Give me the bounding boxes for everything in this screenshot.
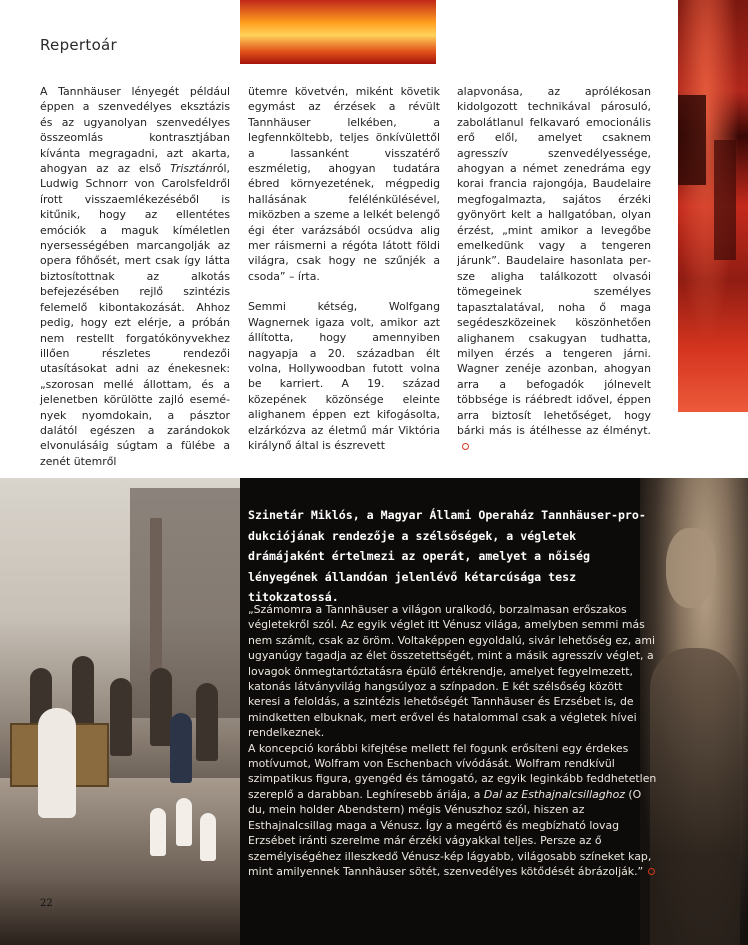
article-paragraph: Semmi kétség, Wolfgang Wagnernek igaza volt, amikor azt állította, hogy amennyiben nagyapja a 20. században élt volna, Hollywoodban futott volna be karriert. A 19. század közepének közönsége eleinte alighanem éppen ezt kifogásolta, elzárkózva az életmű már Viktória királynő által is észrevett	[248, 300, 440, 452]
performer-figure	[196, 683, 218, 761]
photo-shadow	[714, 140, 736, 260]
interview-quote	[248, 602, 658, 879]
performer-figure	[170, 713, 192, 783]
performer-figure	[110, 678, 132, 756]
photo-shadow	[678, 95, 706, 185]
performer-figure	[176, 798, 192, 846]
circle-end-mark-icon	[462, 443, 469, 450]
performer-figure	[150, 808, 166, 856]
quote-paragraph: A koncepció korábbi kifejtése mellett fel fogunk erősíteni egy érdekes motívumot, Wolfram von Eschenbach vívódását. Wolfram rendkívül szimpatikus figura, gyengéd és támogató, az egyik leginkább feddhetetlen szereplő a darabban. Leghíresebb áriája, a Dal az Esthajnalcsillaghoz (O du, mein holder Abendstern) mégis Vénuszhoz szól, hiszen az Esthajnalcsillag maga a Vénusz. Így a megértő és megbízható lovag Erzsébet iránti szerelme már érzéki vágyakkal teljes. Persze az ő személyiségéhez illeszkedő Vénusz-kép lágyabb, világosabb színeket kap, mint amilyennek Tannhäuser sötét, szenvedélyes kötődését ábrázolják.”	[248, 741, 657, 878]
circle-end-mark-icon	[648, 868, 655, 875]
page-number: 22	[40, 898, 53, 909]
performer-figure	[200, 813, 216, 861]
article-paragraph: alapvonása, az aprólékosan kidolgozott technikával párosuló, zabolátlanul felkavaró emocionális erő elől, amelyet csaknem agresszív szenvedélyessége, ahogyan a német zenedráma egy korai francia rajongója, Baudelaire megfogalmazta, sajátos érzéki gyönyört kelt a hallgatóban, olyan érzést, „mint amikor a levegőbe emelkedünk vagy a tengeren járunk”. Baudelaire hasonlata persze aligha találkozott olvasói tömegeinek személyes tapasztalatával, noha ő maga segédeszközeinek köszönhetően alighanem csakugyan tudhatta, milyen érzés a tengeren járni. Wagner zenéje azonban, ahogyan arra a befogadók jólnevelt többsége is ráébredt idővel, éppen arra biztosít lehetőséget, hogy bárki más is átélhesse az élményt.	[457, 84, 651, 454]
stage-floor	[0, 778, 240, 945]
feature-lede: Szinetár Miklós, a Magyar Állami Operaház Tannhäuser-produkciójának rendezője a szélsőségek, a végletek drámájaként értelmezi az operát, amelyet a nőiség lényegének állandóan jelenlévő kétarcúsága tesz titokzatossá.	[248, 508, 646, 604]
top-stage-photo	[240, 0, 436, 64]
article-paragraph: A Tannhäuser lényegét például éppen a szenvedélyes eksztázis és az ugyanolyan szenvedélyes összeomlás kontrasztjában kívánta megragadni, azt akarta, ahogyan az az első Trisztánról, Ludwig Schnorr von Carolsfeldről írott visszaemlékezéséből is kitűnik, hogy az ellentétes emóciók a maguk kíméletlen nyersességében marcangolják az opera főhősét, mert csak így látta biztosítottnak az alkotás befejezésében rejlő szintézis felemelő kibontakozását. Ahhoz pedig, hogy ezt elérje, a próbán nem restellt forgatókönyvekhez illően részletes rendezői utasításokat adni az énekesnek: „szorosan mellé állottam, és a jelenetben körülötte zajló események nyomdokain, a pásztor dalától egészen a zarándokok elvonulásáig súgtam a fülébe a zenét ütemről	[40, 85, 230, 468]
article-column-1	[40, 84, 230, 469]
quote-paragraph: „Számomra a Tannhäuser a világon uralkodó, borzalmasan erőszakos végletekről szól. Az egyik véglet itt Vénusz világa, amelyben semmi más nem számít, csak az öröm. Voltaképpen egyoldalú, sivár lehetőség ez, ami ugyanúgy tagadja az élet összetettségét, mint a másik agresszív véglet, a lovagok önmegtartóztatásra épülő értékrendje, amelyet fegyelmezett, katonás látványvilág hangsúlyoz a színpadon. E két szélsőség között keresi a feloldás, a szintézis lehetőségét Tannhäuser és Erzsébet is, de mindketten elbuknak, mert erővel és hatalommal csak a végletek hívei rendelkeznek.	[248, 603, 655, 740]
performer-figure	[38, 708, 76, 818]
opera-stage-photo	[0, 478, 240, 945]
right-stage-photo	[678, 0, 748, 412]
article-paragraph: ütemre követvén, miként követik egymást az érzések a révült Tannhäuser lelkében, a legfennköltebb, teljes önkívülettől a lassanként visszatérő eszméletig, ahogyan tudatára ébred környezetének, mégpedig hallásának felélénkülésével, miközben a szeme a lelkét belengő égi éter varázsából ocsúdva alig mer ráismerni a régóta látott földi világra, csak hogy ne szűnjék a csoda” – írta.	[248, 85, 440, 283]
statue-face	[666, 528, 716, 608]
opera-title: Trisztán	[170, 162, 213, 176]
stage-set	[130, 488, 240, 718]
performer-figure	[150, 668, 172, 746]
article-column-2	[248, 84, 440, 453]
aria-title: Dal az Esthajnalcsillaghoz	[483, 787, 625, 801]
section-title: Repertoár	[40, 36, 118, 54]
article-column-3	[457, 84, 651, 454]
statue-robe	[650, 648, 740, 945]
